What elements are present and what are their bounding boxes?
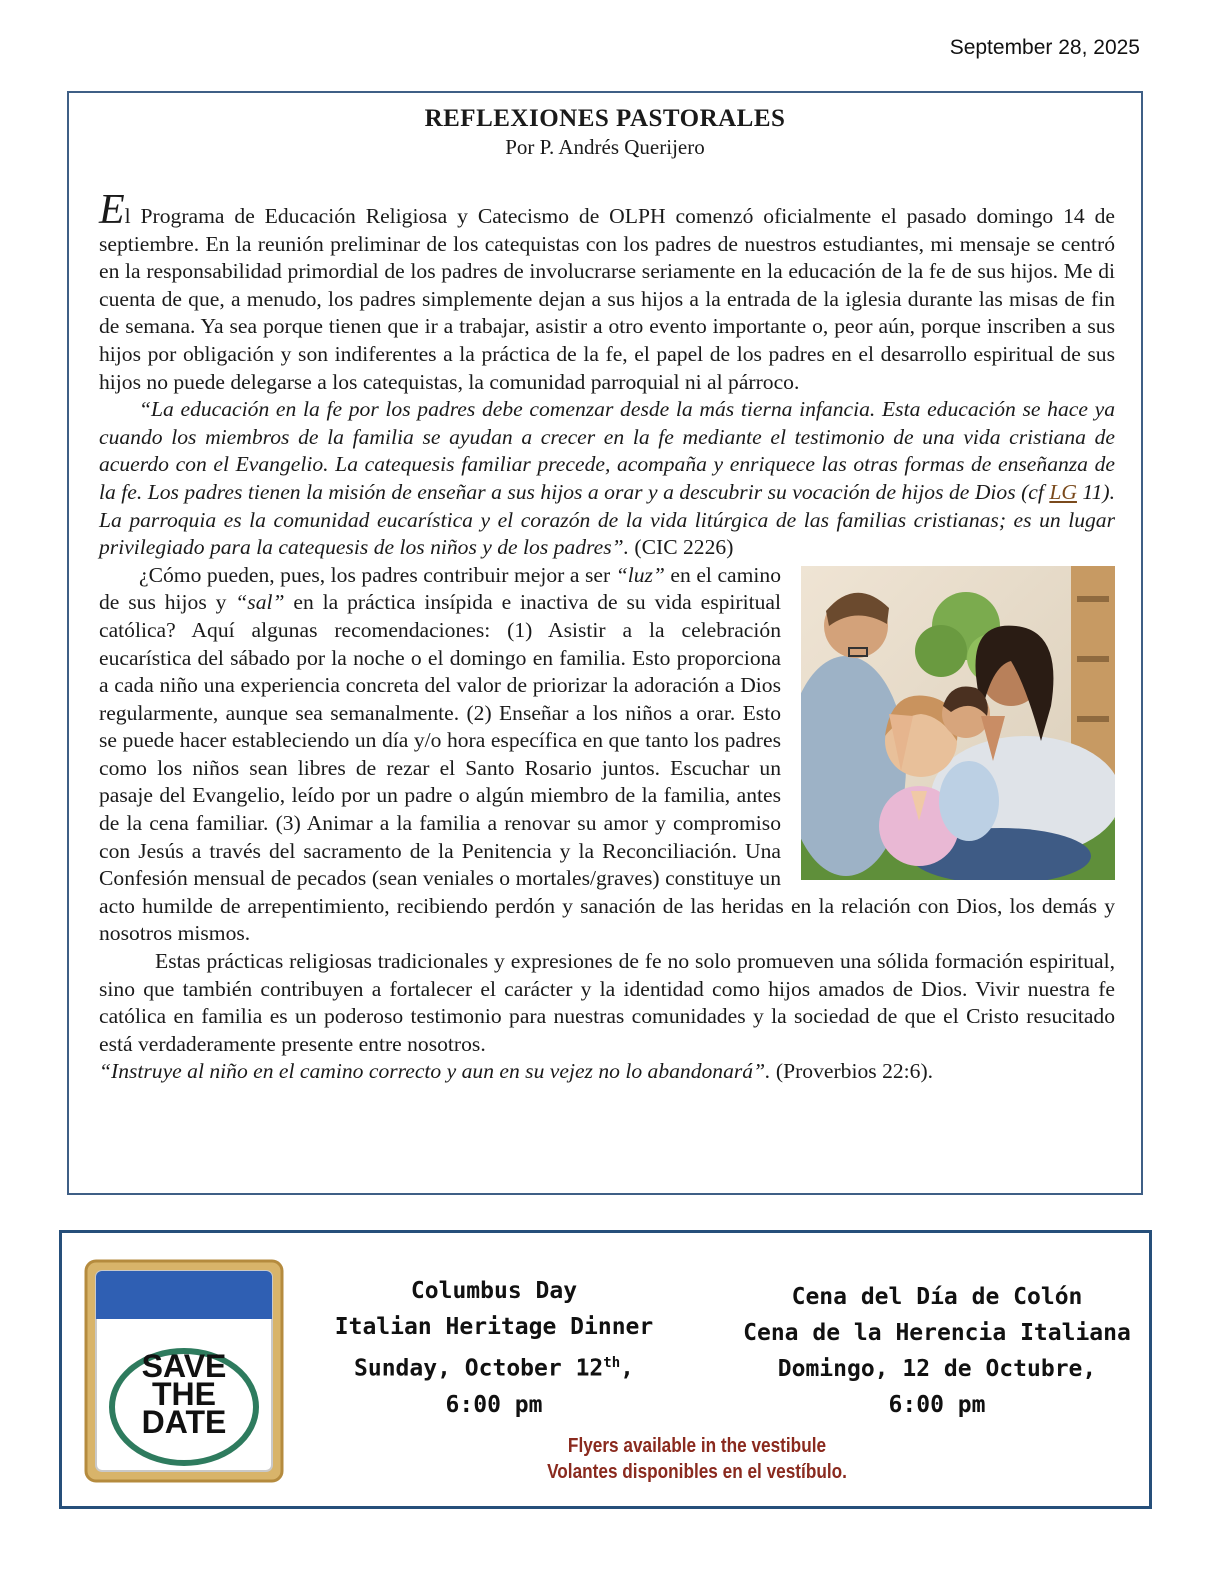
sal-word: “sal” xyxy=(235,590,285,615)
conclusion-text: Estas prácticas religiosas tradicionales y expresiones de fe no solo promueven una sólida formación espiritual, sino que también contribuyen a fortalecer el carácter y la identidad como hijos amados de Dios. Vivir nuestra fe católica en familia es un poderoso testimonio para nuestras comunidades y la sociedad de que el Cristo resucitado está verdaderamente presente entre nosotros. xyxy=(99,949,1115,1056)
proverbs-quote: “Instruye al niño en el camino correcto y aun en su vejez no lo abandonará”. xyxy=(99,1059,771,1084)
recommendations-text-3: en la práctica insípida e inactiva de su vida espiritual católica? Aquí algunas recomendaciones: (1) Asistir a la celebración eucarística del sábado por la noche o el domingo en familia. Esto proporciona a cada niño una experiencia concreta del valor de priorizar la adoración a Dios regularmente, aunque sea semanalmente. (2) Enseñar a los niños a orar. Esto se puede hacer estableciendo un día y/o hora específica en que tanto los padres como los niños sean libres de rezar el Santo Rosario juntos. Escuchar un pasaje del Evangelio, leído por un padre o algún miembro de la familia, antes de la cena familiar. (3) Animar a la familia a renovar su amor y compromiso con Jesús a través del sacramento de la Penitencia y la Reconciliación. Una Confesión mensual de pecados (sean veniales o mortales/graves) constituye un acto humilde de arrepentimiento, recibiendo perdón y sanación de las heridas en la relación con Dios, los demás y nosotros mismos. xyxy=(99,590,1115,946)
event-subtitle-en: Italian Heritage Dinner xyxy=(334,1314,654,1340)
drop-cap: E xyxy=(99,187,125,233)
quote-reference: (CIC 2226) xyxy=(629,535,734,560)
event-date-en: Sunday, October 12th, xyxy=(354,1355,634,1382)
badge-save: SAVE xyxy=(141,1348,227,1384)
event-date-es: Domingo, 12 de Octubre, xyxy=(777,1356,1097,1382)
event-time-en: 6:00 pm xyxy=(445,1391,543,1418)
columbus-day-event-box xyxy=(59,1230,1152,1509)
save-the-date-badge xyxy=(84,1259,284,1483)
lg-link[interactable]: LG xyxy=(1049,479,1077,504)
proverbs-reference: (Proverbios 22:6). xyxy=(770,1059,934,1084)
paragraph-conclusion xyxy=(99,948,1115,1058)
family-praying-photo xyxy=(801,566,1115,880)
luz-word: “luz” xyxy=(615,562,665,587)
quote-text-2: 11). La parroquia es la comunidad eucarística y el corazón de la vida litúrgica de las familias cristianas; es un lugar privilegiado para la catequesis de los niños y de los padres”. xyxy=(99,479,1116,560)
event-time-es: 6:00 pm xyxy=(888,1392,986,1418)
bulletin-date: September 28, 2025 xyxy=(949,36,1140,59)
ordinal-suffix: th xyxy=(603,1355,621,1371)
event-subtitle-es: Cena de la Herencia Italiana xyxy=(743,1320,1131,1346)
article-byline: Por P. Andrés Querijero xyxy=(505,135,705,159)
pastoral-reflections-article xyxy=(67,91,1143,1195)
recommendations-text-2: en el camino de sus hijos y xyxy=(99,562,782,615)
article-body xyxy=(99,187,1116,1086)
badge-the: THE xyxy=(152,1376,216,1412)
paragraph-intro-text: l Programa de Educación Religiosa y Catecismo de OLPH comenzó oficialmente el pasado domingo 14 de septiembre. En la reunión preliminar de los catequistas con los padres de nuestros estudiantes, mi mensaje se centró en la responsabilidad primordial de los padres de involucrarse seriamente en la educación de la fe de sus hijos. Me di cuenta de que, a menudo, los padres simplemente dejan a sus hijos a la entrada de la iglesia durante las misas de fin de semana. Ya sea porque tienen que ir a trabajar, asistir a otro evento importante o, peor aún, porque inscriben a sus hijos por obligación y son indiferentes a la práctica de la fe, el papel de los padres en el desarrollo espiritual de sus hijos no puede delegarse a los catequistas, la comunidad parroquial ni al párroco. xyxy=(99,204,1115,394)
flyers-english: Flyers available in the vestibule xyxy=(567,1435,827,1457)
badge-date: DATE xyxy=(141,1404,227,1440)
event-title-en: Columbus Day xyxy=(410,1278,578,1304)
paragraph-intro xyxy=(99,187,1115,396)
recommendations-text-1: ¿Cómo pueden, pues, los padres contribuir mejor a ser xyxy=(139,562,616,587)
paragraph-catechism-quote xyxy=(99,396,1115,562)
flyers-spanish: Volantes disponibles en el vestíbulo. xyxy=(547,1461,847,1483)
flyers-notice xyxy=(529,1433,864,1485)
event-info-english xyxy=(324,1273,664,1423)
event-info-spanish xyxy=(732,1279,1142,1423)
paragraph-proverbs xyxy=(99,1058,1115,1086)
article-title: REFLEXIONES PASTORALES xyxy=(424,105,786,132)
quote-text-1: “La educación en la fe por los padres debe comenzar desde la más tierna infancia. Esta educación se hace ya cuando los miembros de la familia se ayudan a crecer en la fe mediante el testimonio de una vida cristiana de acuerdo con el Evangelio. La catequesis familiar precede, acompaña y enriquece las otras formas de enseñanza de la fe. Los padres tienen la misión de enseñar a sus hijos a orar y a descubrir su vocación de hijos de Dios (cf xyxy=(99,397,1115,504)
event-title-es: Cena del Día de Colón xyxy=(791,1284,1083,1310)
